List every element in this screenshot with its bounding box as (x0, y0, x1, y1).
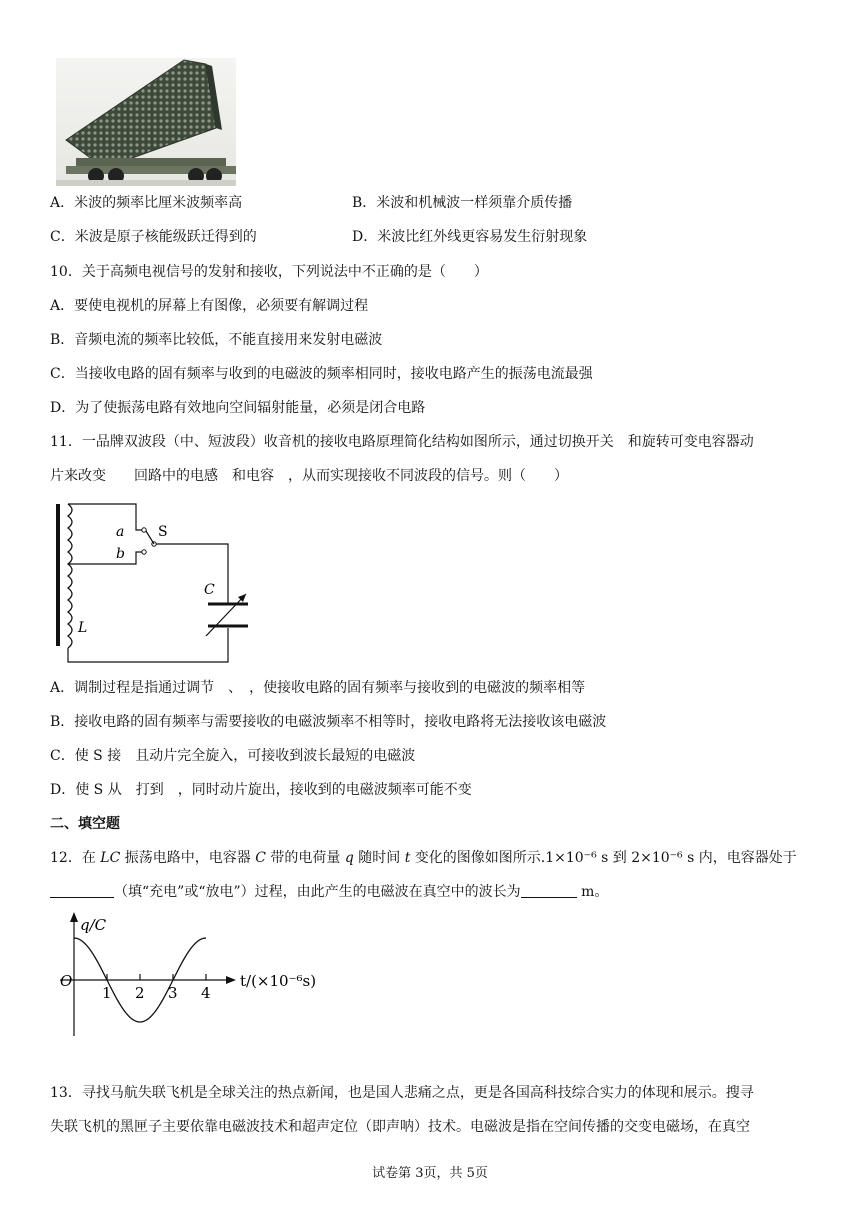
q11-option-c: C．使 S 接 且动片完全旋入，可接收到波长最短的电磁波 (50, 748, 416, 764)
section-title: 二、填空题 (50, 816, 120, 832)
x-tick-label: 4 (201, 984, 211, 1002)
label-S: S (158, 524, 168, 540)
capacitor-variable-arrow (206, 594, 246, 636)
q10-option-b: B．音频电流的频率比较低，不能直接用来发射电磁波 (50, 332, 383, 348)
q9-option-c: C．米波是原子核能级跃迁得到的 (50, 229, 257, 245)
inductor-coil (68, 504, 72, 648)
q9-option-d: D．米波比红外线更容易发生衍射现象 (352, 229, 588, 245)
q11-option-b: B．接收电路的固有频率与需要接收的电磁波频率不相等时，接收电路将无法接收该电磁波 (50, 714, 607, 730)
q12-blank-2[interactable] (521, 883, 577, 898)
x-tick-label: 2 (135, 984, 145, 1002)
x-tick-label: 1 (102, 984, 112, 1002)
switch-contact-a (142, 528, 146, 532)
x-axis-arrow (226, 976, 236, 984)
q13-line2: 失联飞机的黑匣子主要依靠电磁波技术和超声定位（即声呐）技术。电磁波是指在空间传播的交变电磁场，在真空 (50, 1119, 750, 1135)
q11-option-d: D．使 S 从 打到 ，同时动片旋出，接收到的电磁波频率可能不变 (50, 782, 472, 798)
q10-option-c: C．当接收电路的固有频率与收到的电磁波的频率相同时，接收电路产生的振荡电流最强 (50, 366, 593, 382)
label-b: b (116, 546, 125, 562)
radar-antenna-image (56, 58, 236, 186)
q11-option-a: A．调制过程是指通过调节 、 ，使接收电路的固有频率与接收到的电磁波的频率相等 (50, 680, 586, 696)
label-C: C (204, 582, 215, 598)
y-axis-arrow (70, 912, 78, 922)
q12-line1: 12．在 LC 振荡电路中，电容器 C 带的电荷量 q 随时间 t 变化的图像如图所示.1×10⁻⁶ s 到 2×10⁻⁶ s 内，电容器处于 (50, 850, 797, 866)
x-tick-label: 3 (168, 984, 178, 1002)
switch-blade (146, 531, 154, 544)
q10-stem: 10．关于高频电视信号的发射和接收，下列说法中不正确的是（ ） (50, 264, 488, 280)
q11-stem-line2: 片来改变 回路中的电感 和电容 ，从而实现接收不同波段的信号。则（ ） (50, 468, 568, 484)
q10-option-a: A．要使电视机的屏幕上有图像，必须要有解调过程 (50, 298, 369, 314)
q11-circuit-diagram (50, 500, 270, 670)
page-footer: 试卷第 3页，共 5页 (372, 1166, 488, 1181)
q9-option-b: B．米波和机械波一样须靠介质传播 (352, 195, 573, 211)
label-L: L (78, 620, 88, 636)
label-a: a (116, 524, 125, 540)
q12-line2: （填“充电”或“放电”）过程，由此产生的电磁波在真空中的波长为 m。 (50, 882, 608, 902)
origin-label: O (60, 972, 73, 990)
x-axis-label: t/(×10⁻⁶s) (240, 972, 317, 990)
inductor-core (56, 504, 60, 646)
y-axis-label: q/C (80, 916, 107, 934)
q9-option-a: A．米波的频率比厘米波频率高 (50, 195, 243, 211)
q12-blank-1[interactable] (50, 883, 114, 898)
switch-contact-b (142, 550, 146, 554)
q12-charge-time-graph (56, 910, 326, 1040)
q10-option-d: D．为了使振荡电路有效地向空间辐射能量，必须是闭合电路 (50, 400, 426, 416)
q11-stem-line1: 11．一品牌双波段（中、短波段）收音机的接收电路原理简化结构如图所示，通过切换开关 和旋转可变电容器动 (50, 434, 754, 450)
q13-line1: 13．寻找马航失联飞机是全球关注的热点新闻，也是国人悲痛之点，更是各国高科技综合实力的体现和展示。搜寻 (50, 1085, 754, 1101)
